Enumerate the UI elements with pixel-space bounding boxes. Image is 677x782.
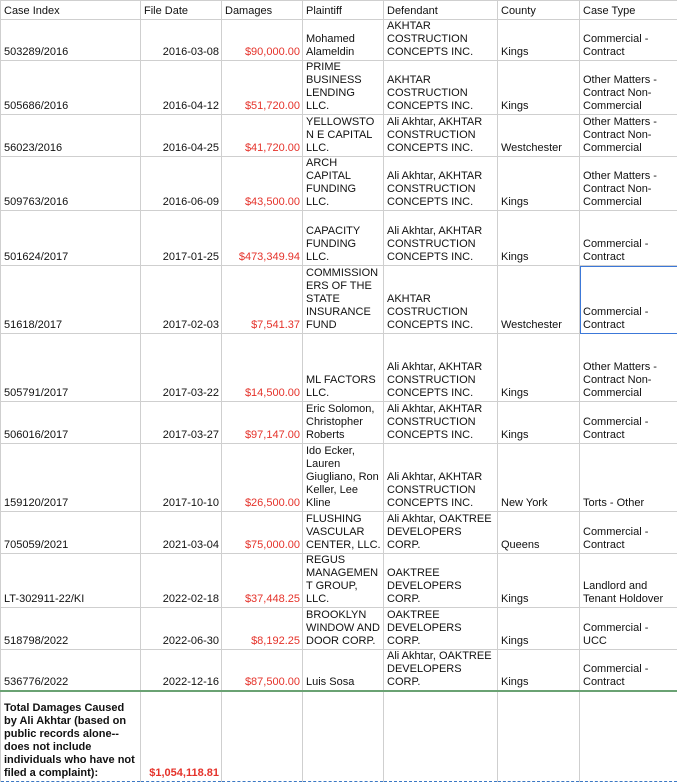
cell-county[interactable]: New York bbox=[498, 444, 580, 512]
table-row bbox=[1, 334, 677, 402]
cell-case-type[interactable]: Commercial - Contract bbox=[580, 211, 677, 266]
cell-case-index[interactable]: 506016/2017 bbox=[1, 402, 141, 444]
cell-county[interactable]: Kings bbox=[498, 650, 580, 692]
empty-cell[interactable] bbox=[222, 691, 303, 781]
cell-case-type[interactable]: Landlord and Tenant Holdover bbox=[580, 554, 677, 608]
cell-county[interactable]: Kings bbox=[498, 608, 580, 650]
header-defendant[interactable]: Defendant bbox=[384, 1, 498, 20]
cell-damages[interactable]: $7,541.37 bbox=[222, 266, 303, 334]
empty-cell[interactable] bbox=[384, 691, 498, 781]
cell-plaintiff[interactable]: Ido Ecker, Lauren Giugliano, Ron Keller, Lee Kline bbox=[303, 444, 384, 512]
cell-defendant[interactable]: AKHTAR COSTRUCTION CONCEPTS INC. bbox=[384, 20, 498, 61]
cell-case-type[interactable]: Other Matters - Contract Non-Commercial bbox=[580, 61, 677, 115]
cell-damages[interactable]: $51,720.00 bbox=[222, 61, 303, 115]
cell-county[interactable]: Kings bbox=[498, 157, 580, 211]
cell-file-date[interactable]: 2022-06-30 bbox=[141, 608, 222, 650]
cell-plaintiff[interactable]: BROOKLYN WINDOW AND DOOR CORP. bbox=[303, 608, 384, 650]
cell-defendant[interactable]: Ali Akhtar, OAKTREE DEVELOPERS CORP. bbox=[384, 650, 498, 692]
empty-cell[interactable] bbox=[303, 691, 384, 781]
table-row bbox=[1, 512, 677, 554]
cell-file-date[interactable]: 2017-01-25 bbox=[141, 211, 222, 266]
table-row bbox=[1, 444, 677, 512]
table-row bbox=[1, 608, 677, 650]
header-county[interactable]: County bbox=[498, 1, 580, 20]
table-row bbox=[1, 266, 677, 334]
cell-file-date[interactable]: 2017-03-27 bbox=[141, 402, 222, 444]
cell-defendant[interactable]: Ali Akhtar, AKHTAR CONSTRUCTION CONCEPTS INC. bbox=[384, 211, 498, 266]
cell-case-index[interactable]: 501624/2017 bbox=[1, 211, 141, 266]
cell-case-index[interactable]: 503289/2016 bbox=[1, 20, 141, 61]
cell-defendant[interactable]: AKHTAR COSTRUCTION CONCEPTS INC. bbox=[384, 266, 498, 334]
cell-plaintiff[interactable]: YELLOWSTON E CAPITAL LLC. bbox=[303, 115, 384, 157]
cell-damages[interactable]: $43,500.00 bbox=[222, 157, 303, 211]
table-row bbox=[1, 650, 677, 692]
cell-plaintiff[interactable]: REGUS MANAGEMEN T GROUP, LLC. bbox=[303, 554, 384, 608]
cell-case-index[interactable]: 518798/2022 bbox=[1, 608, 141, 650]
cell-file-date[interactable]: 2016-06-09 bbox=[141, 157, 222, 211]
cell-damages[interactable]: $8,192.25 bbox=[222, 608, 303, 650]
header-row bbox=[1, 1, 677, 20]
cell-case-type[interactable]: Commercial - Contract bbox=[580, 512, 677, 554]
table-row bbox=[1, 157, 677, 211]
cell-case-type[interactable]: Commercial - Contract bbox=[580, 20, 677, 61]
table-row bbox=[1, 402, 677, 444]
cell-case-type[interactable]: Commercial - Contract bbox=[580, 402, 677, 444]
cell-case-index[interactable]: 505686/2016 bbox=[1, 61, 141, 115]
cell-file-date[interactable]: 2022-02-18 bbox=[141, 554, 222, 608]
cell-plaintiff[interactable]: ML FACTORS LLC. bbox=[303, 334, 384, 402]
header-case-index[interactable]: Case Index bbox=[1, 1, 141, 20]
total-damages-label[interactable]: Total Damages Caused by Ali Akhtar (based on public records alone--does not include individuals who have not filed a complaint): bbox=[1, 691, 141, 781]
cell-file-date[interactable]: 2016-04-25 bbox=[141, 115, 222, 157]
empty-cell[interactable] bbox=[498, 691, 580, 781]
cell-plaintiff[interactable]: Luis Sosa bbox=[303, 650, 384, 692]
cell-plaintiff[interactable]: CAPACITY FUNDING LLC. bbox=[303, 211, 384, 266]
cell-county[interactable]: Kings bbox=[498, 334, 580, 402]
cell-plaintiff[interactable]: Mohamed Alameldin bbox=[303, 20, 384, 61]
cell-plaintiff[interactable]: FLUSHING VASCULAR CENTER, LLC. bbox=[303, 512, 384, 554]
cell-case-type-selected[interactable]: Commercial - Contract bbox=[580, 266, 677, 334]
cell-case-type[interactable]: Other Matters - Contract Non-Commercial bbox=[580, 334, 677, 402]
cell-county[interactable]: Kings bbox=[498, 61, 580, 115]
cell-county[interactable]: Westchester bbox=[498, 266, 580, 334]
table-row bbox=[1, 61, 677, 115]
header-case-type[interactable]: Case Type bbox=[580, 1, 677, 20]
cell-county[interactable]: Westchester bbox=[498, 115, 580, 157]
cell-case-index[interactable]: 536776/2022 bbox=[1, 650, 141, 692]
cell-case-index[interactable]: 159120/2017 bbox=[1, 444, 141, 512]
cell-defendant[interactable]: Ali Akhtar, AKHTAR CONSTRUCTION CONCEPTS INC. bbox=[384, 402, 498, 444]
cell-damages[interactable]: $41,720.00 bbox=[222, 115, 303, 157]
empty-cell[interactable] bbox=[580, 691, 677, 781]
cell-file-date[interactable]: 2016-03-08 bbox=[141, 20, 222, 61]
table-row bbox=[1, 115, 677, 157]
cell-damages[interactable]: $37,448.25 bbox=[222, 554, 303, 608]
cell-file-date[interactable]: 2021-03-04 bbox=[141, 512, 222, 554]
table-row bbox=[1, 20, 677, 61]
cell-defendant[interactable]: Ali Akhtar, OAKTREE DEVELOPERS CORP. bbox=[384, 512, 498, 554]
cell-plaintiff[interactable]: PRIME BUSINESS LENDING LLC. bbox=[303, 61, 384, 115]
cell-case-type[interactable]: Other Matters - Contract Non-Commercial bbox=[580, 157, 677, 211]
cell-defendant[interactable]: Ali Akhtar, AKHTAR CONSTRUCTION CONCEPTS INC. bbox=[384, 157, 498, 211]
cell-case-index[interactable]: 509763/2016 bbox=[1, 157, 141, 211]
cell-defendant[interactable]: AKHTAR COSTRUCTION CONCEPTS INC. bbox=[384, 61, 498, 115]
cell-case-index[interactable]: 56023/2016 bbox=[1, 115, 141, 157]
cell-damages[interactable]: $14,500.00 bbox=[222, 334, 303, 402]
cell-county[interactable]: Kings bbox=[498, 20, 580, 61]
cell-plaintiff[interactable]: Eric Solomon, Christopher Roberts bbox=[303, 402, 384, 444]
cell-damages[interactable]: $97,147.00 bbox=[222, 402, 303, 444]
cell-case-type[interactable]: Commercial - Contract bbox=[580, 650, 677, 692]
cell-case-index[interactable]: 705059/2021 bbox=[1, 512, 141, 554]
cell-file-date[interactable]: 2017-02-03 bbox=[141, 266, 222, 334]
cell-case-type[interactable]: Other Matters - Contract Non-Commercial bbox=[580, 115, 677, 157]
header-file-date[interactable]: File Date bbox=[141, 1, 222, 20]
header-damages[interactable]: Damages bbox=[222, 1, 303, 20]
cell-damages[interactable]: $26,500.00 bbox=[222, 444, 303, 512]
table-row bbox=[1, 211, 677, 266]
cell-file-date[interactable]: 2017-10-10 bbox=[141, 444, 222, 512]
cell-defendant[interactable]: Ali Akhtar, AKHTAR CONSTRUCTION CONCEPTS INC. bbox=[384, 444, 498, 512]
cell-plaintiff[interactable]: ARCH CAPITAL FUNDING LLC. bbox=[303, 157, 384, 211]
total-row bbox=[1, 691, 677, 781]
cell-case-index[interactable]: LT-302911-22/KI bbox=[1, 554, 141, 608]
cell-defendant[interactable]: OAKTREE DEVELOPERS CORP. bbox=[384, 608, 498, 650]
total-damages-value[interactable]: $1,054,118.81 bbox=[141, 691, 222, 781]
cell-case-type[interactable]: Commercial - UCC bbox=[580, 608, 677, 650]
cell-damages[interactable]: $90,000.00 bbox=[222, 20, 303, 61]
cell-damages[interactable]: $473,349.94 bbox=[222, 211, 303, 266]
cell-case-index[interactable]: 51618/2017 bbox=[1, 266, 141, 334]
cell-plaintiff[interactable]: COMMISSION ERS OF THE STATE INSURANCE FUND bbox=[303, 266, 384, 334]
header-plaintiff[interactable]: Plaintiff bbox=[303, 1, 384, 20]
cell-defendant[interactable]: Ali Akhtar, AKHTAR CONSTRUCTION CONCEPTS INC. bbox=[384, 334, 498, 402]
cell-file-date[interactable]: 2016-04-12 bbox=[141, 61, 222, 115]
table-row bbox=[1, 554, 677, 608]
cell-county[interactable]: Queens bbox=[498, 512, 580, 554]
cell-file-date[interactable]: 2017-03-22 bbox=[141, 334, 222, 402]
cell-county[interactable]: Kings bbox=[498, 402, 580, 444]
cell-county[interactable]: Kings bbox=[498, 211, 580, 266]
cell-case-type[interactable]: Torts - Other bbox=[580, 444, 677, 512]
cell-file-date[interactable]: 2022-12-16 bbox=[141, 650, 222, 692]
cell-defendant[interactable]: Ali Akhtar, AKHTAR CONSTRUCTION CONCEPTS INC. bbox=[384, 115, 498, 157]
cell-case-index[interactable]: 505791/2017 bbox=[1, 334, 141, 402]
cell-county[interactable]: Kings bbox=[498, 554, 580, 608]
cell-defendant[interactable]: OAKTREE DEVELOPERS CORP. bbox=[384, 554, 498, 608]
cell-damages[interactable]: $87,500.00 bbox=[222, 650, 303, 692]
cell-damages[interactable]: $75,000.00 bbox=[222, 512, 303, 554]
